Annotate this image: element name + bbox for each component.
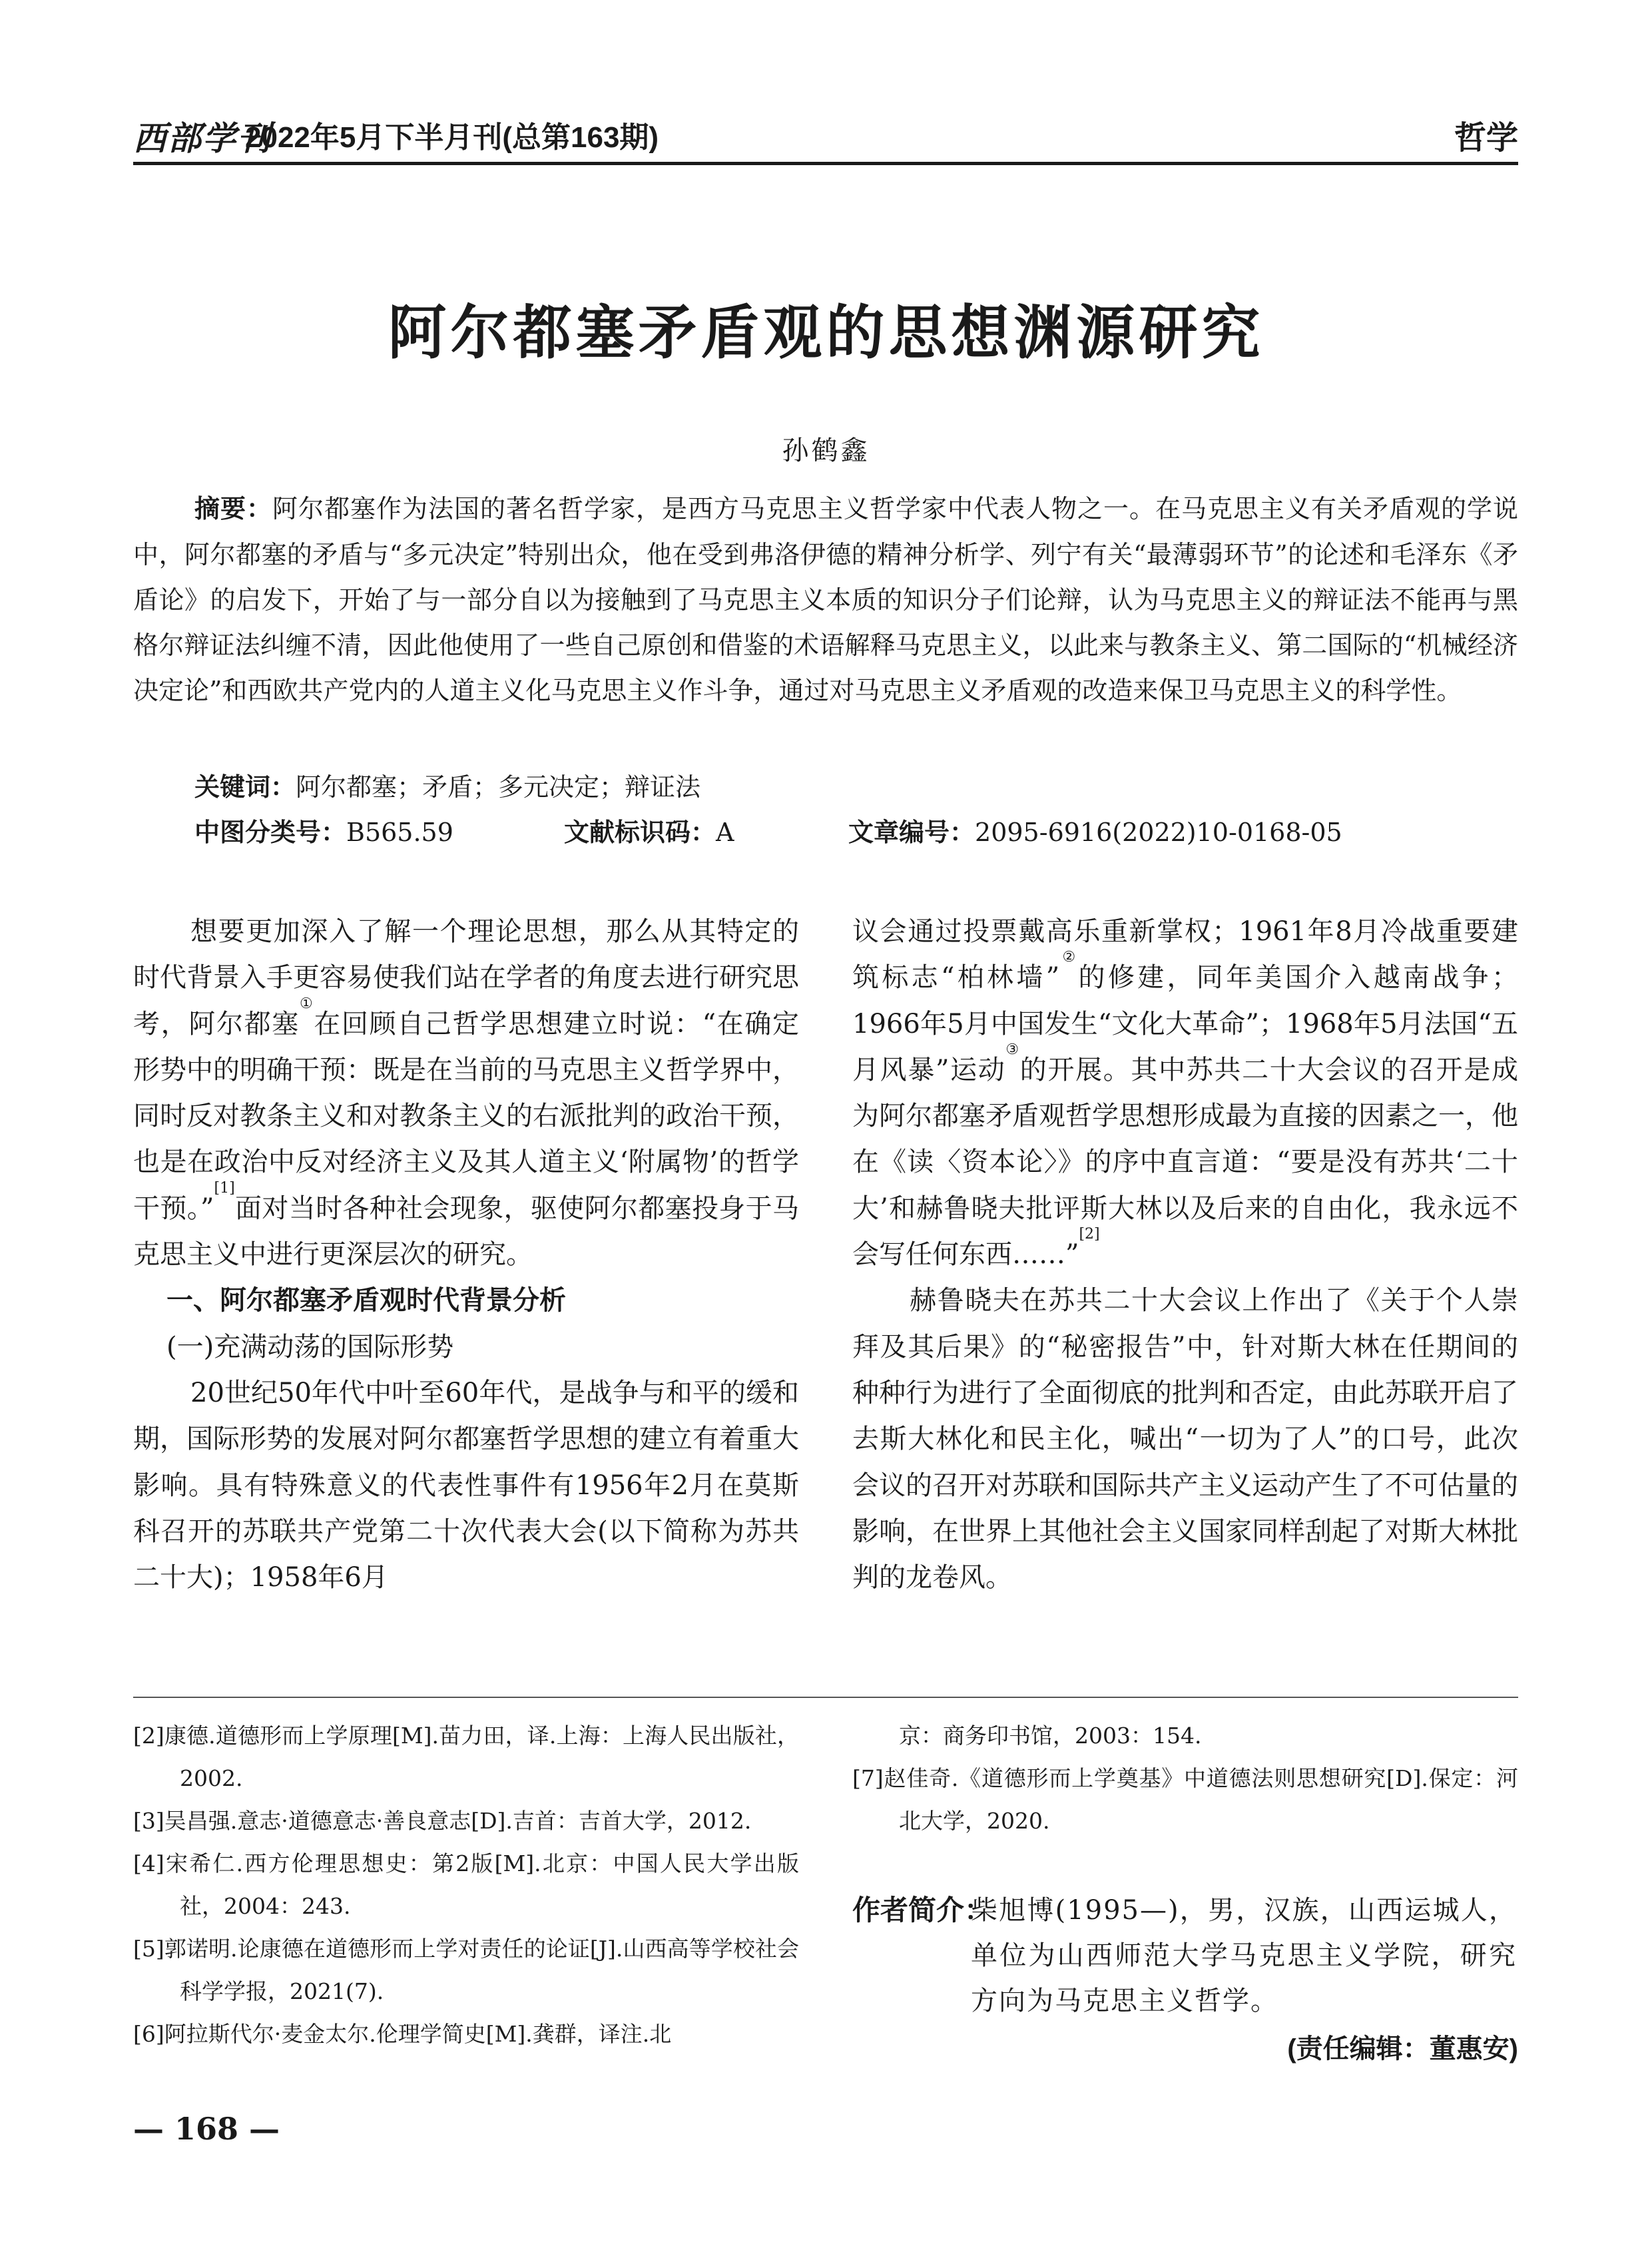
keywords-text: 阿尔都塞；矛盾；多元决定；辩证法 bbox=[296, 772, 701, 802]
keywords bbox=[194, 764, 1519, 810]
footnote-marker: ② bbox=[1059, 949, 1079, 966]
body-paragraph: 议会通过投票戴高乐重新掌权；1961年8月冷战重要建筑标志“柏林墙”②的修建，同年美国介入越南战争；1966年5月中国发生“文化大革命”；1968年5月法国“五月风暴”运动③的开展。其中苏共二十大会议的召开是成为阿尔都塞矛盾观哲学思想形成最为直接的因素之一，他在《读〈资本论〉》的序中直言道：“要是没有苏共‘二十大’和赫鲁晓夫批评斯大林以及后来的自由化，我永远不会写任何东西……”[2] bbox=[852, 916, 1518, 1270]
footnote-marker: ① bbox=[299, 995, 314, 1012]
classification-line bbox=[194, 810, 1519, 855]
body-column-right bbox=[852, 909, 1518, 1601]
article-title: 阿尔都塞矛盾观的思想渊源研究 bbox=[388, 298, 1264, 367]
keywords-label: 关键词： bbox=[194, 774, 296, 802]
references-right bbox=[852, 1715, 1518, 1842]
document-code: 文献标识码：A bbox=[564, 818, 734, 847]
responsible-editor: (责任编辑：董惠安) bbox=[1287, 2034, 1518, 2064]
reference-item: [3]吴昌强.意志·道德意志·善良意志[D].吉首：吉首大学，2012. bbox=[133, 1808, 752, 1834]
author-name: 孙鹤鑫 bbox=[782, 435, 870, 466]
reference-item: [6]阿拉斯代尔·麦金太尔.伦理学简史[M].龚群，译注.北 bbox=[133, 2021, 672, 2047]
header-rule bbox=[133, 162, 1518, 165]
reference-item: [2]康德.道德形而上学原理[M].苗力田，译.上海：上海人民出版社，2002. bbox=[133, 1723, 799, 1791]
abstract-text: 阿尔都塞作为法国的著名哲学家，是西方马克思主义哲学家中代表人物之一。在马克思主义有关矛盾观的学说中，阿尔都塞的矛盾与“多元决定”特别出众，他在受到弗洛伊德的精神分析学、列宁有关“最薄弱环节”的论述和毛泽东《矛盾论》的启发下，开始了与一部分自以为接触到了马克思主义本质的知识分子们论辩，认为马克思主义的辩证法不能再与黑格尔辩证法纠缠不清，因此他使用了一些自己原创和借鉴的术语解释马克思主义，以此来与教条主义、第二国际的“机械经济决定论”和西欧共产党内的人道主义化马克思主义作斗争，通过对马克思主义矛盾观的改造来保卫马克思主义的科学性。 bbox=[133, 494, 1518, 705]
references-left bbox=[133, 1715, 799, 2056]
subsection-heading: (一)充满动荡的国际形势 bbox=[166, 1331, 454, 1362]
section-heading: 一、阿尔都塞矛盾观时代背景分析 bbox=[166, 1286, 566, 1316]
footnote-divider bbox=[133, 1697, 1518, 1698]
body-column-left bbox=[133, 909, 799, 1601]
clc-number: 中图分类号：B565.59 bbox=[194, 818, 453, 847]
section-label: 哲学 bbox=[1454, 121, 1518, 156]
reference-item: [7]赵佳奇.《道德形而上学奠基》中道德法则思想研究[D].保定：河北大学，2020. bbox=[852, 1765, 1518, 1834]
footnote-marker: ③ bbox=[1005, 1041, 1020, 1058]
journal-logo: 西部学刊 bbox=[133, 119, 272, 158]
issue-info: 2022年5月下半月刊(总第163期) bbox=[245, 121, 659, 154]
citation-marker: [2] bbox=[1079, 1226, 1100, 1243]
page-number: — 168 — bbox=[133, 2111, 280, 2147]
bio-text: 柴旭博(1995—)，男，汉族，山西运城人，单位为山西师范大学马克思主义学院，研究方向为马克思主义哲学。 bbox=[971, 1895, 1517, 2016]
abstract bbox=[133, 486, 1518, 713]
reference-item: 京：商务印书馆，2003：154. bbox=[899, 1723, 1202, 1749]
body-paragraph: 20世纪50年代中叶至60年代，是战争与和平的缓和期，国际形势的发展对阿尔都塞哲学思想的建立有着重大影响。具有特殊意义的代表性事件有1956年2月在莫斯科召开的苏联共产党第二十次代表大会(以下简称为苏共二十大)；1958年6月 bbox=[133, 1377, 799, 1593]
reference-item: [5]郭诺明.论康德在道德形而上学对责任的论证[J].山西高等学校社会科学学报，2021(7). bbox=[133, 1936, 799, 2004]
reference-item: [4]宋希仁.西方伦理思想史：第2版[M].北京：中国人民大学出版社，2004：243. bbox=[133, 1850, 799, 1919]
abstract-label: 摘要： bbox=[194, 495, 272, 523]
running-header bbox=[133, 107, 1518, 166]
article-number: 文章编号：2095-6916(2022)10-0168-05 bbox=[848, 818, 1342, 847]
body-paragraph: 想要更加深入了解一个理论思想，那么从其特定的时代背景入手更容易使我们站在学者的角度去进行研究思考，阿尔都塞①在回顾自己哲学思想建立时说：“在确定形势中的明确干预：既是在当前的马克思主义哲学界中，同时反对教条主义和对教条主义的右派批判的政治干预，也是在政治中反对经济主义及其人道主义‘附属物’的哲学干预。”[1]面对当时各种社会现象，驱使阿尔都塞投身于马克思主义中进行更深层次的研究。 bbox=[133, 916, 799, 1270]
bio-label: 作者简介： bbox=[852, 1894, 993, 1926]
body-paragraph: 赫鲁晓夫在苏共二十大会议上作出了《关于个人崇拜及其后果》的“秘密报告”中，针对斯大林在任期间的种种行为进行了全面彻底的批判和否定，由此苏联开启了去斯大林化和民主化，喊出“一切为了人”的口号，此次会议的召开对苏联和国际共产主义运动产生了不可估量的影响，在世界上其他社会主义国家同样刮起了对斯大林批判的龙卷风。 bbox=[852, 1285, 1518, 1593]
citation-marker: [1] bbox=[214, 1179, 235, 1197]
